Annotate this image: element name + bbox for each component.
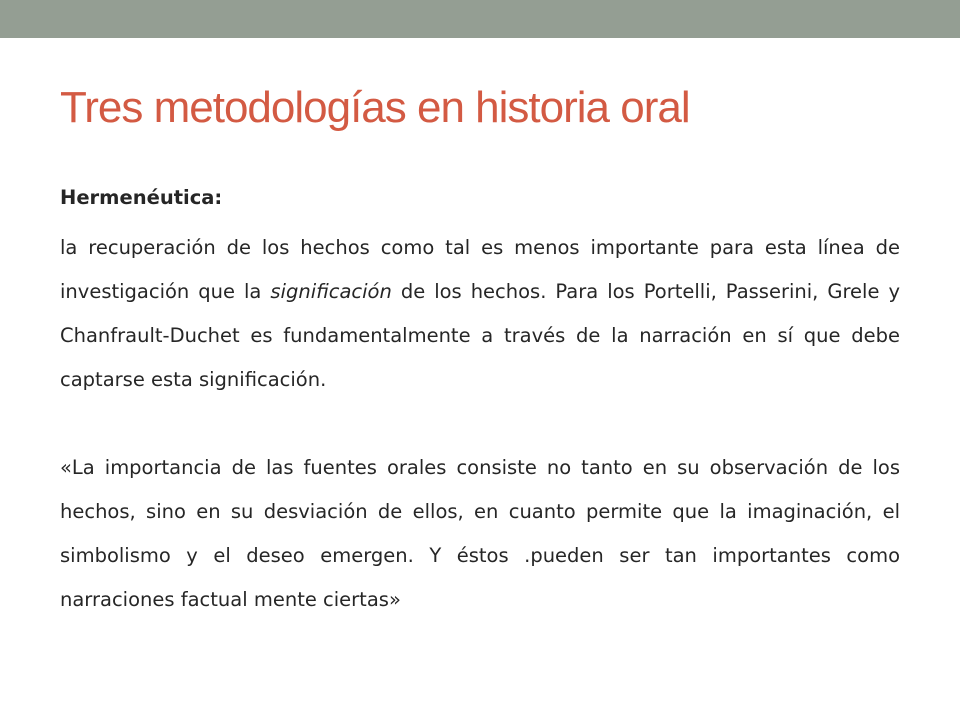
slide-body bbox=[60, 178, 900, 622]
slide-title: Tres metodologías en historia oral bbox=[60, 83, 690, 132]
paragraph-hermeneutica bbox=[60, 226, 900, 402]
section-heading: Hermenéutica: bbox=[60, 186, 223, 209]
paragraph1-text-after: de los hechos. Para los Portelli, Passerini, Grele y Chanfrault-Duchet es fundamentalmente a través de la narración en sí que debe captarse esta significación. bbox=[60, 280, 901, 391]
paragraph1-text-before: la recuperación de los hechos como tal es menos importante para esta línea de investigación que la bbox=[60, 236, 900, 303]
top-accent-bar bbox=[0, 0, 960, 38]
paragraph1-emphasis: significación bbox=[270, 280, 392, 303]
quote-paragraph: «La importancia de las fuentes orales consiste no tanto en su observación de los hechos, sino en su desviación de ellos, en cuanto permite que la imaginación, el simbolismo y el deseo emergen. Y éstos .pueden ser tan importantes como narraciones factual mente ciertas» bbox=[60, 456, 900, 611]
